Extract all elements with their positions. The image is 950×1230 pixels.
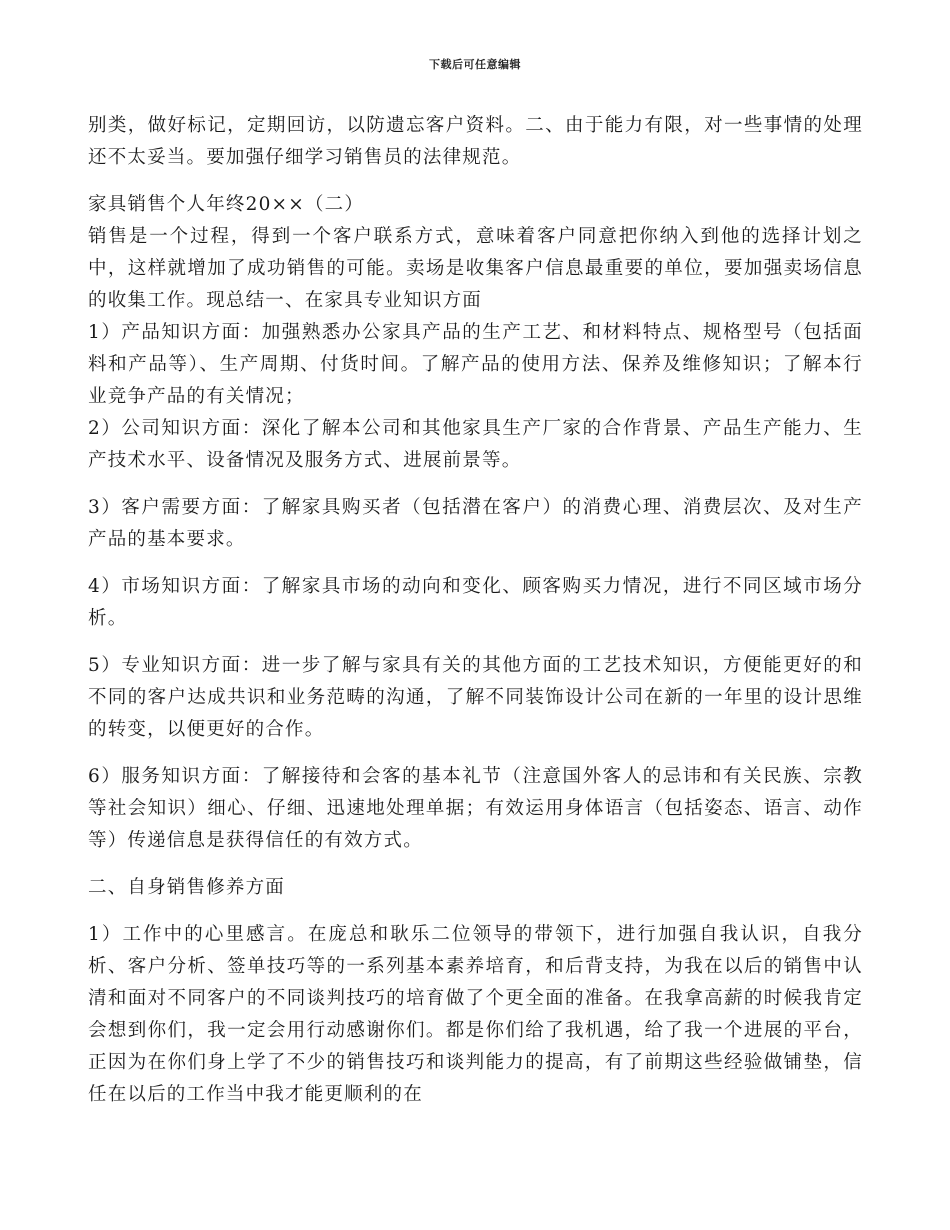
section-title: 家具销售个人年终20××（二） — [88, 194, 365, 215]
list-item: 5）专业知识方面：进一步了解与家具有关的其他方面的工艺技术知识，方便能更好的和不同的客户达成共识和业务范畴的沟通，了解不同装饰设计公司在新的一年里的设计思维的转变，以便更好的合作。 — [88, 655, 863, 740]
page-header: 下载后可任意编辑 — [429, 58, 521, 71]
paragraph: 别类，做好标记，定期回访，以防遗忘客户资料。二、由于能力有限，对一些事情的处理还不太妥当。要加强仔细学习销售员的法律规范。 — [88, 115, 863, 168]
document-body — [88, 110, 863, 1111]
list-item: 1）工作中的心里感言。在庞总和耿乐二位领导的带领下，进行加强自我认识，自我分析、客户分析、签单技巧等的一系列基本素养培育，和后背支持，为我在以后的销售中认清和面对不同客户的不同谈判技巧的培育做了个更全面的准备。在我拿高薪的时候我肯定会想到你们，我一定会用行动感谢你们。都是你们给了我机遇，给了我一个进展的平台，正因为在你们身上学了不少的销售技巧和谈判能力的提高，有了前期这些经验做铺垫，信任在以后的工作当中我才能更顺利的在 — [88, 924, 863, 1105]
section-heading: 二、自身销售修养方面 — [88, 877, 286, 898]
list-item: 3）客户需要方面：了解家具购买者（包括潜在客户）的消费心理、消费层次、及对生产产品的基本要求。 — [88, 497, 863, 550]
list-item: 6）服务知识方面：了解接待和会客的基本礼节（注意国外客人的忌讳和有关民族、宗教等社会知识）细心、仔细、迅速地处理单据；有效运用身体语言（包括姿态、语言、动作等）传递信息是获得信任的有效方式。 — [88, 766, 863, 851]
list-item: 4）市场知识方面：了解家具市场的动向和变化、顾客购买力情况，进行不同区域市场分析。 — [88, 576, 863, 629]
list-item: 1）产品知识方面：加强熟悉办公家具产品的生产工艺、和材料特点、规格型号（包括面料和产品等）、生产周期、付货时间。了解产品的使用方法、保养及维修知识；了解本行业竞争产品的有关情况； — [88, 322, 863, 407]
paragraph: 销售是一个过程，得到一个客户联系方式，意味着客户同意把你纳入到他的选择计划之中，这样就增加了成功销售的可能。卖场是收集客户信息最重要的单位，要加强卖场信息的收集工作。现总结一、在家具专业知识方面 — [88, 226, 863, 311]
list-item: 2）公司知识方面：深化了解本公司和其他家具生产厂家的合作背景、产品生产能力、生产技术水平、设备情况及服务方式、进展前景等。 — [88, 418, 863, 471]
